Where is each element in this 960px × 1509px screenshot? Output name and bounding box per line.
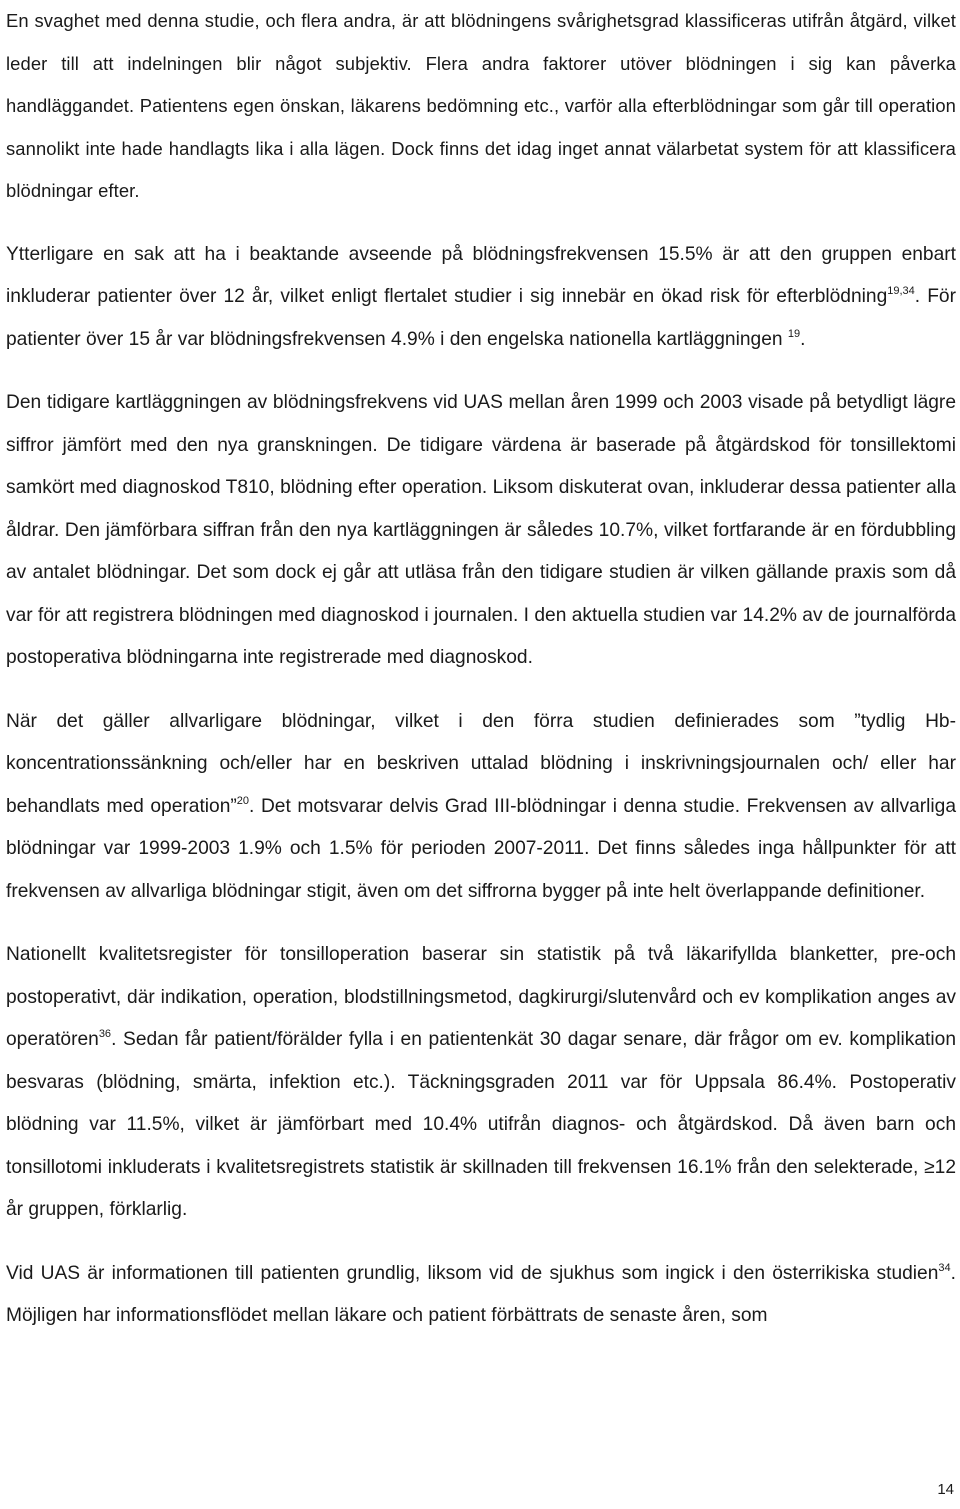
paragraph-text: När det gäller allvarligare blödningar, vilket i den förra studien definierades som ”tydlig Hb-koncentrationssänkning och/eller har en beskriven uttalad blödning i inskrivningsjournalen och/ eller har behandlats med operation” <box>6 710 956 817</box>
paragraph-text: Ytterligare en sak att ha i beaktande avseende på blödningsfrekvensen 15.5% är att den gruppen enbart inkluderar patienter över 12 år, vilket enligt flertalet studier i sig innebär en ökad risk för efterblödning <box>6 243 956 307</box>
citation-superscript: 19 <box>787 327 801 340</box>
document-page <box>6 0 956 1338</box>
paragraph-text: En svaghet med denna studie, och flera andra, är att blödningens svårighetsgrad klassificeras utifrån åtgärd, vilket leder till att indelningen blir något subjektiv. Flera andra faktorer utöver blödningen i sig kan påverka handläggandet. Patientens egen önskan, läkarens bedömning etc., varför alla efterblödningar som går till operation sannolikt inte hade handlagts lika i alla lägen. Dock finns det idag inget annat välarbetat system för att klassificera blödningar efter. <box>6 10 956 201</box>
paragraph-text: Nationellt kvalitetsregister för tonsilloperation baserar sin statistik på två läkarifyllda blanketter, pre-och postoperativt, där indikation, operation, blodstillningsmetod, dagkirurgi/slutenvård och ev komplikation anges av operatören <box>6 944 956 1050</box>
paragraph-2 <box>6 234 956 362</box>
paragraph-text: Den tidigare kartläggningen av blödningsfrekvens vid UAS mellan åren 1999 och 2003 visade på betydligt lägre siffror jämfört med den nya granskningen. De tidigare värdena är baserade på åtgärdskod för tonsillektomi samkört med diagnoskod T810, blödning efter operation. Liksom diskuterat ovan, inkluderar dessa patienter alla åldrar. Den jämförbara siffran från den nya kartläggningen är således 10.7%, vilket fortfarande är en fördubbling av antalet blödningar. Det som dock ej går att utläsa från den tidigare studien är vilken gällande praxis som då var för att registrera blödningen med diagnoskod i journalen. I den aktuella studien var 14.2% av de journalförda postoperativa blödningarna inte registrerade med diagnoskod. <box>6 392 956 668</box>
paragraph-text: . För patienter över 15 år var blödningsfrekvensen 4.9% i den engelska nationella kartläggningen <box>6 286 956 350</box>
paragraph-text: . <box>800 328 806 350</box>
citation-superscript: 19,34 <box>887 285 915 297</box>
paragraph-5 <box>6 934 956 1232</box>
paragraph-3 <box>6 382 956 680</box>
citation-superscript: 20 <box>236 794 250 807</box>
paragraph-text: . Möjligen har informationsflödet mellan läkare och patient förbättrats de senaste åren, som <box>6 1262 956 1326</box>
paragraph-text: . Det motsvarar delvis Grad III-blödningar i denna studie. Frekvensen av allvarliga blödningar var 1999-2003 1.9% och 1.5% för perioden 2007-2011. Det finns således inga hållpunkter för att frekvensen av allvarliga blödningar stigit, även om det siffrorna bygger på inte helt överlappande definitioner. <box>6 795 956 902</box>
paragraph-1 <box>6 0 956 213</box>
page-number: 14 <box>937 1481 954 1498</box>
paragraph-4 <box>6 701 956 914</box>
citation-superscript: 36 <box>98 1028 112 1040</box>
citation-superscript: 34 <box>938 1261 951 1274</box>
paragraph-text: . Sedan får patient/förälder fylla i en patientenkät 30 dagar senare, där frågor om ev. komplikation besvaras (blödning, smärta, infektion etc.). Täckningsgraden 2011 var för Uppsala 86.4%. Postoperativ blödning var 11.5%, vilket är jämförbart med 10.4% utifrån diagnos- och åtgärdskod. Då även barn och tonsillotomi inkluderats i kvalitetsregistrets statistik är skillnaden till frekvensen 16.1% från den selekterade, ≥12 år gruppen, förklarlig. <box>6 1029 956 1220</box>
paragraph-6 <box>6 1253 956 1338</box>
paragraph-text: Vid UAS är informationen till patienten grundlig, liksom vid de sjukhus som ingick i den österrikiska studien <box>6 1262 939 1284</box>
